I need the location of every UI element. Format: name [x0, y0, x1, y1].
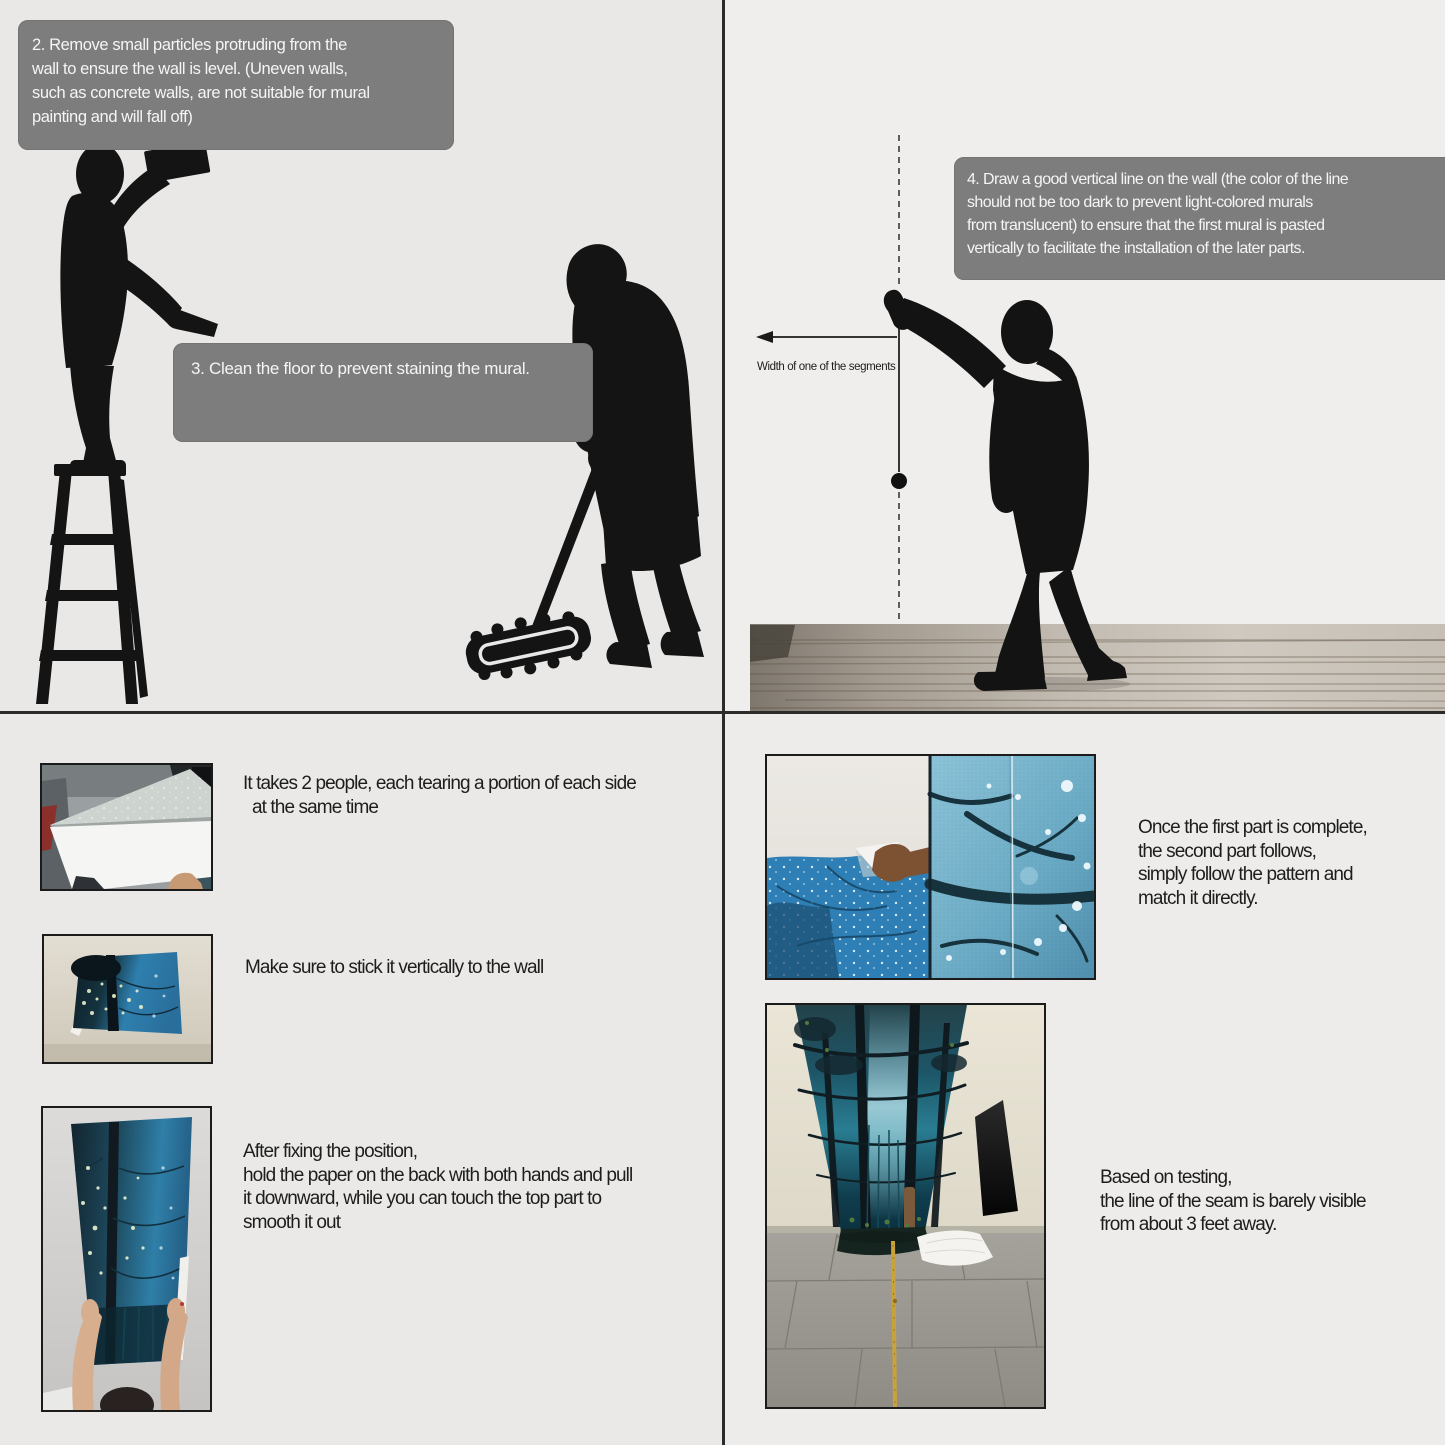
- draw-line-illustration: [725, 0, 1445, 711]
- text-line: should not be too dark to prevent light-colored murals: [967, 194, 1313, 211]
- text-line: 3. Clean the floor to prevent staining the mural.: [191, 359, 530, 378]
- text-line: such as concrete walls, are not suitable for mural: [32, 84, 370, 102]
- plumb-line: [891, 135, 907, 624]
- text-line: at the same time: [252, 796, 379, 818]
- text-line: painting and will fall off): [32, 108, 193, 126]
- tear-note: [243, 772, 636, 819]
- text-line: from about 3 feet away.: [1100, 1214, 1277, 1235]
- text-line: hold the paper on the back with both hands and pull: [243, 1164, 633, 1186]
- photo-hold-panel: [41, 1106, 212, 1412]
- text-line: Based on testing,: [1100, 1167, 1232, 1188]
- seam-line: [1012, 756, 1013, 978]
- text-line: the second part follows,: [1138, 840, 1317, 862]
- result-note: [1100, 1166, 1366, 1237]
- step3-instruction-box: [173, 343, 593, 442]
- text-line: It takes 2 people, each tearing a portion of each side: [243, 773, 636, 794]
- text-line: simply follow the pattern and: [1138, 864, 1353, 885]
- match-note: [1138, 816, 1367, 910]
- plumb-bob: [891, 473, 907, 489]
- mop-head: [461, 604, 596, 687]
- step4-instruction-box: [954, 157, 1445, 280]
- photo-stick-vertical: [42, 934, 213, 1064]
- text-line: Once the first part is complete,: [1138, 817, 1367, 838]
- text-line: Make sure to stick it vertically to the wall: [245, 957, 544, 978]
- width-arrow: [756, 331, 897, 343]
- text-line: wall to ensure the wall is level. (Uneven walls,: [32, 60, 348, 78]
- photo-tear-backing: [40, 763, 213, 891]
- mopping-worker-silhouette: [461, 244, 704, 687]
- photo-pattern-match: [765, 754, 1096, 980]
- text-line: smooth it out: [243, 1211, 341, 1233]
- reaching-worker-silhouette: [884, 290, 1130, 691]
- step2-instruction-box: [18, 20, 454, 150]
- segment-width-label: Width of one of the segments: [757, 361, 896, 373]
- scraper-blade: [176, 310, 218, 337]
- mop-handle: [529, 429, 617, 638]
- stepladder: [36, 464, 148, 704]
- stick-note: [245, 956, 543, 980]
- text-line: from translucent) to ensure that the first mural is pasted: [967, 217, 1325, 234]
- nail-polish: [180, 1302, 184, 1306]
- text-line: match it directly.: [1138, 887, 1258, 909]
- text-line: 4. Draw a good vertical line on the wall (the color of the line: [967, 171, 1349, 188]
- text-line: After fixing the position,: [243, 1141, 418, 1162]
- smooth-note: [243, 1140, 632, 1234]
- text-line: 2. Remove small particles protruding from the: [32, 36, 347, 54]
- text-line: vertically to facilitate the installation of the later parts.: [967, 240, 1305, 257]
- vertical-divider: [722, 0, 725, 1445]
- text-line: the line of the seam is barely visible: [1100, 1190, 1366, 1212]
- text-line: it downward, while you can touch the top part to: [243, 1188, 602, 1209]
- photo-seam-result: [765, 1003, 1046, 1409]
